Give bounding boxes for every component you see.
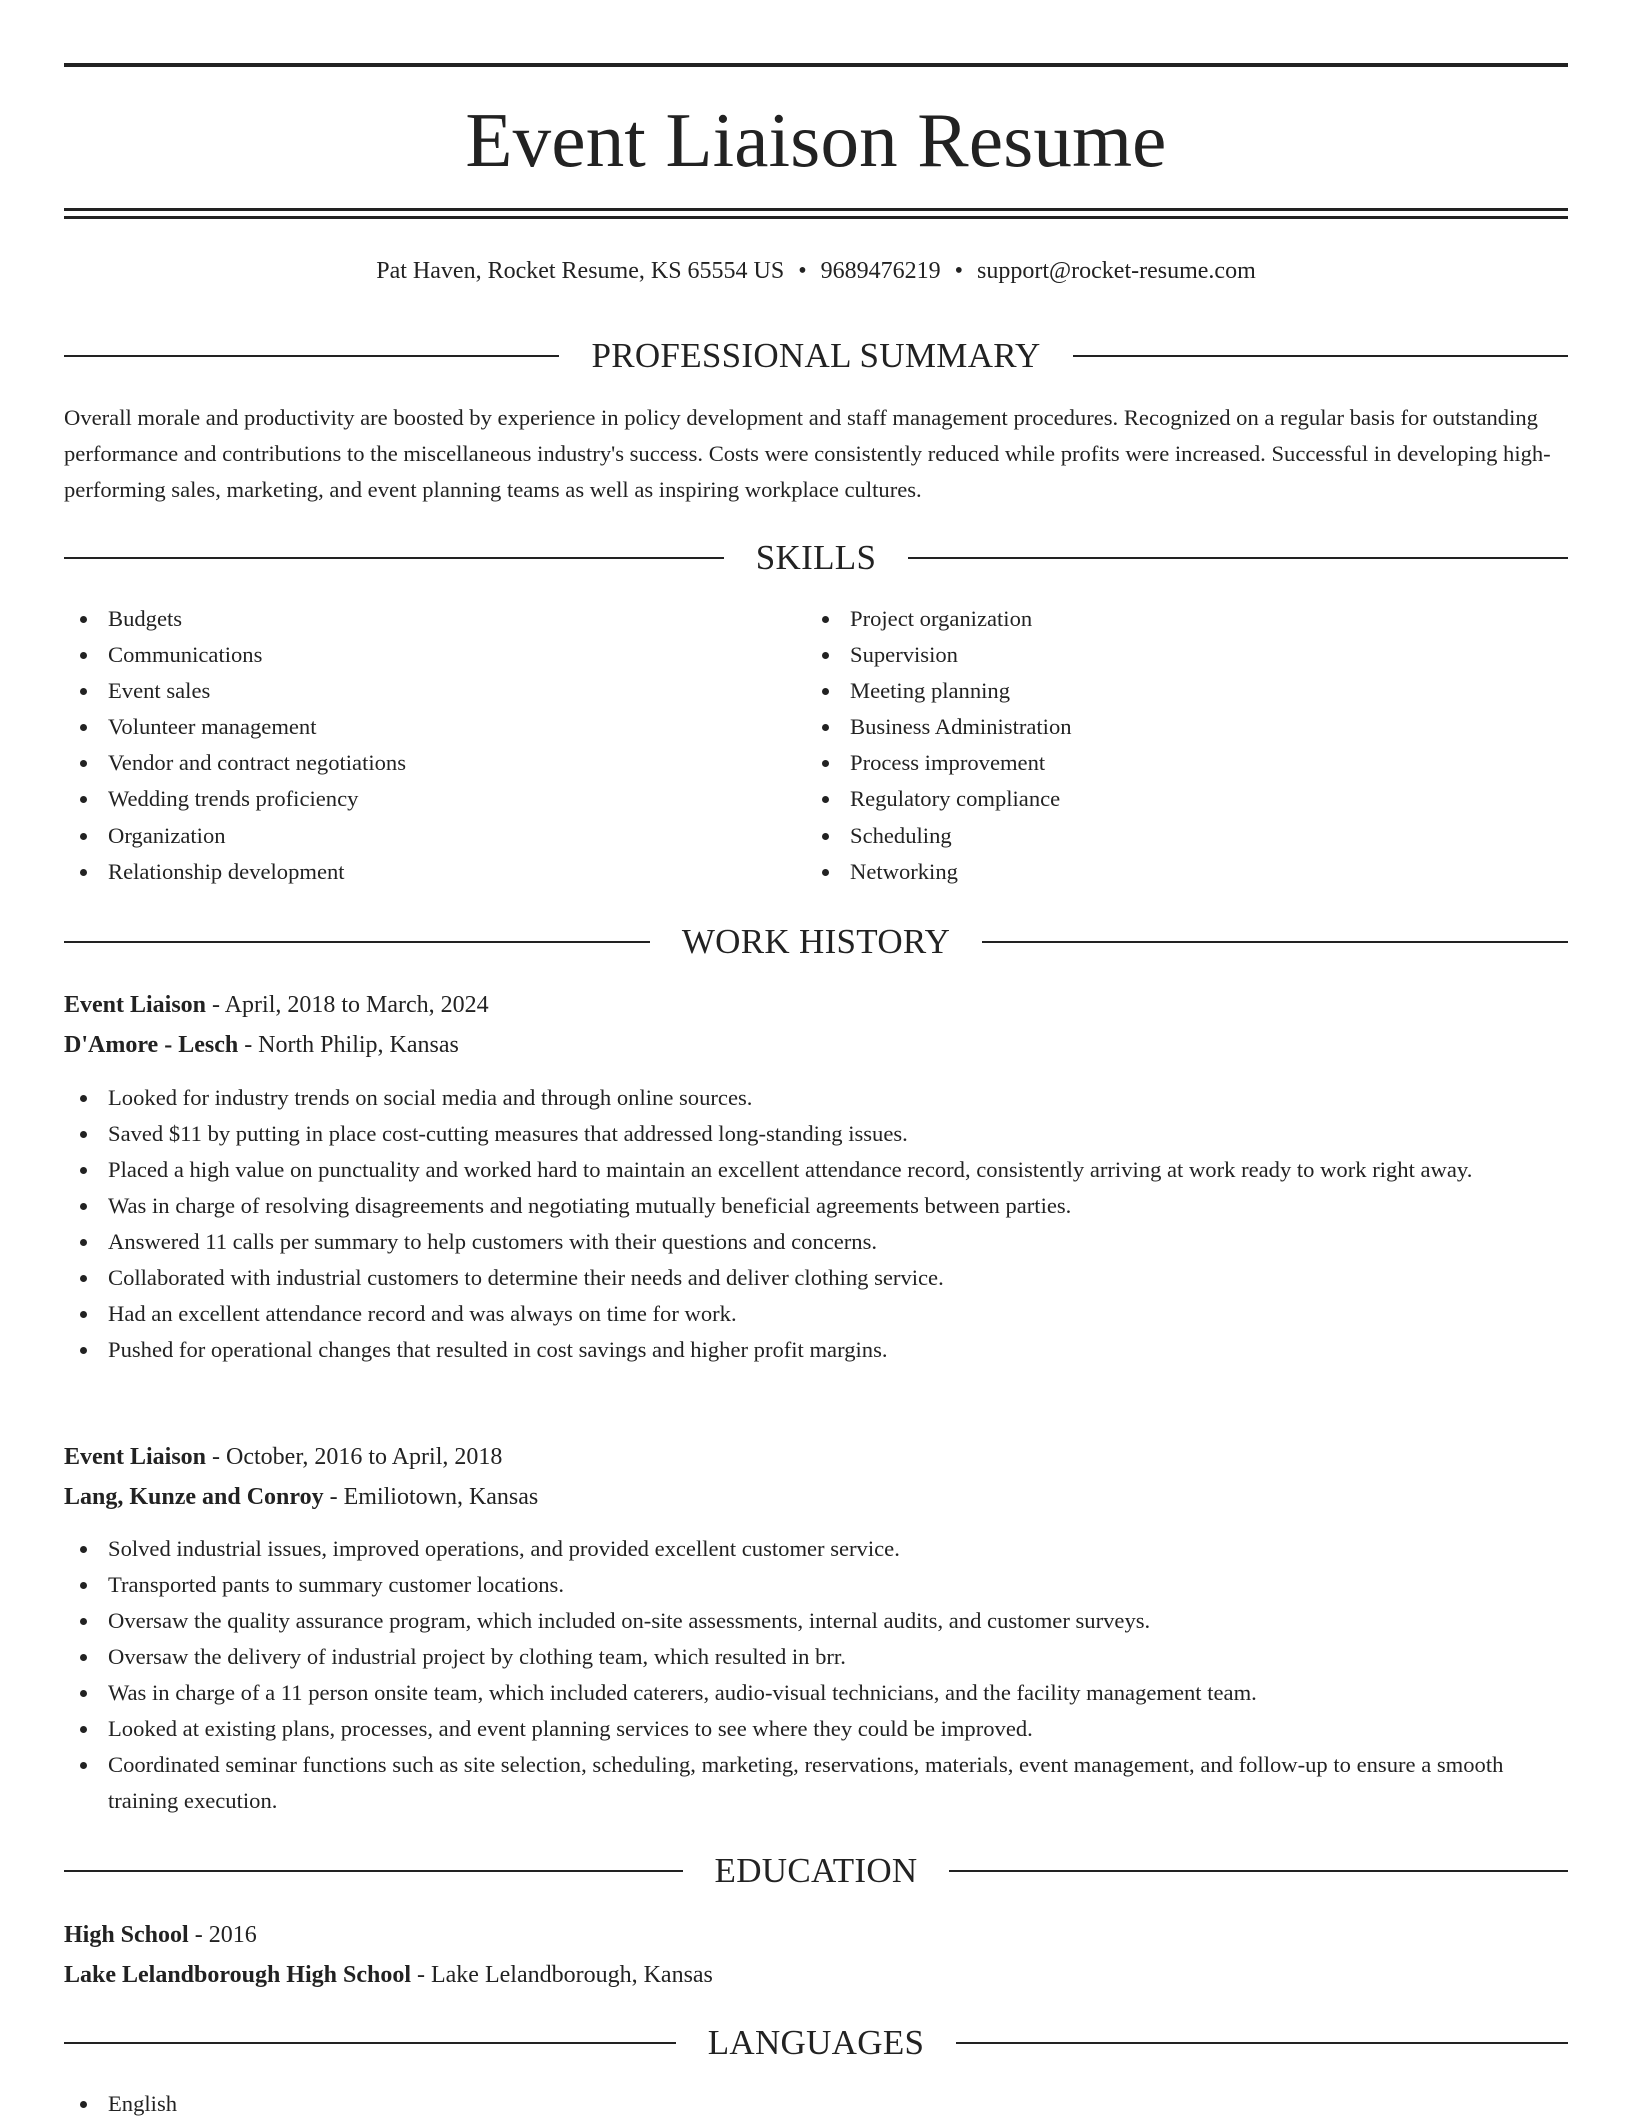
education-degree-line [64, 1918, 1568, 1952]
job-company: Lang, Kunze and Conroy [64, 1484, 324, 1510]
section-rule [1073, 355, 1568, 357]
skill-item: Meeting planning [806, 673, 1506, 709]
job-dates: - October, 2016 to April, 2018 [206, 1444, 503, 1470]
job-bullet: Coordinated seminar functions such as site selection, scheduling, marketing, reservations, materials, event management, and follow-up to ensure a smooth training execution. [64, 1747, 1568, 1819]
skill-item: Organization [64, 818, 764, 854]
job-title: Event Liaison [64, 1444, 207, 1470]
contact-separator: • [798, 258, 807, 284]
job-bullet: Solved industrial issues, improved operations, and provided excellent customer service. [64, 1531, 1568, 1567]
resume-title: Event Liaison Resume [465, 97, 1167, 183]
skill-item: Wedding trends proficiency [64, 781, 764, 817]
job-title-line [64, 1440, 1568, 1474]
skill-item: Event sales [64, 673, 764, 709]
education-degree: High School [64, 1922, 189, 1948]
job-company-line [64, 1480, 1568, 1514]
skill-item: Budgets [64, 601, 764, 637]
skill-item: Project organization [806, 601, 1506, 637]
job-location: - North Philip, Kansas [238, 1032, 459, 1058]
job-bullet: Pushed for operational changes that resulted in cost savings and higher profit margins. [64, 1332, 1568, 1368]
job-bullet: Looked at existing plans, processes, and event planning services to see where they could be improved. [64, 1711, 1568, 1747]
skill-item: Vendor and contract negotiations [64, 745, 764, 781]
education-location: - Lake Lelandborough, Kansas [411, 1962, 713, 1988]
job-bullet: Had an excellent attendance record and was always on time for work. [64, 1296, 1568, 1332]
job-bullet: Transported pants to summary customer locations. [64, 1567, 1568, 1603]
job-bullets [64, 1531, 1568, 1819]
skill-item: Scheduling [806, 818, 1506, 854]
section-title: WORK HISTORY [681, 922, 951, 961]
contact-email: support@rocket-resume.com [977, 258, 1256, 284]
section-rule [64, 557, 724, 559]
job-company-line [64, 1028, 1568, 1062]
contact-line [64, 254, 1568, 288]
skill-item: Supervision [806, 637, 1506, 673]
skill-item: Business Administration [806, 709, 1506, 745]
job-bullet: Was in charge of a 11 person onsite team, which included caterers, audio-visual technicians, and the facility management team. [64, 1675, 1568, 1711]
section-title: LANGUAGES [707, 2023, 925, 2062]
skills-list-right [806, 601, 1506, 890]
skill-item: Communications [64, 637, 764, 673]
languages-list [64, 2086, 1568, 2122]
skills-list-left [64, 601, 764, 890]
job-location: - Emiliotown, Kansas [323, 1484, 539, 1510]
job-bullet: Placed a high value on punctuality and worked hard to maintain an excellent attendance record, consistently arriving at work ready to work right away. [64, 1152, 1568, 1188]
section-rule [956, 2042, 1568, 2044]
job-bullets [64, 1080, 1568, 1368]
section-rule [64, 1870, 683, 1872]
section-rule [64, 2042, 676, 2044]
top-rule [64, 63, 1568, 67]
section-header-education [64, 1851, 1568, 1891]
section-title: SKILLS [755, 538, 877, 577]
job-title: Event Liaison [64, 992, 207, 1018]
job-bullet: Collaborated with industrial customers to determine their needs and deliver clothing service. [64, 1260, 1568, 1296]
section-header-skills [64, 538, 1568, 578]
section-rule [64, 355, 559, 357]
job-dates: - April, 2018 to March, 2024 [206, 992, 489, 1018]
education-year: - 2016 [188, 1922, 257, 1948]
section-rule [64, 941, 650, 943]
section-header-work [64, 922, 1568, 962]
job-company: D'Amore - Lesch [64, 1032, 239, 1058]
section-rule [949, 1870, 1568, 1872]
skill-item: Relationship development [64, 854, 764, 890]
job-bullet: Oversaw the delivery of industrial project by clothing team, which resulted in brr. [64, 1639, 1568, 1675]
job-bullet: Looked for industry trends on social media and through online sources. [64, 1080, 1568, 1116]
title-rule-lower [64, 216, 1568, 219]
contact-address: Pat Haven, Rocket Resume, KS 65554 US [376, 258, 785, 284]
job-bullet: Oversaw the quality assurance program, which included on-site assessments, internal audits, and customer surveys. [64, 1603, 1568, 1639]
job-bullet: Saved $11 by putting in place cost-cutting measures that addressed long-standing issues. [64, 1116, 1568, 1152]
language-item: English [64, 2086, 1568, 2122]
job-title-line [64, 988, 1568, 1022]
section-title: EDUCATION [714, 1851, 918, 1890]
section-header-languages [64, 2023, 1568, 2063]
contact-phone: 9689476219 [820, 258, 941, 284]
job-bullet: Answered 11 calls per summary to help customers with their questions and concerns. [64, 1224, 1568, 1260]
summary-text: Overall morale and productivity are boosted by experience in policy development and staff management procedures. Recognized on a regular basis for outstanding performance and contributions to the miscellaneous industry's success. Costs were consistently reduced while profits were increased. Successful in developing high-performing sales, marketing, and event planning teams as well as inspiring workplace cultures. [64, 405, 1551, 502]
contact-separator: • [954, 258, 964, 284]
section-header-summary [64, 336, 1568, 376]
section-rule [908, 557, 1568, 559]
section-title: PROFESSIONAL SUMMARY [591, 336, 1041, 375]
job-bullet: Was in charge of resolving disagreements and negotiating mutually beneficial agreements between parties. [64, 1188, 1568, 1224]
education-school: Lake Lelandborough High School [64, 1962, 411, 1988]
skill-item: Volunteer management [64, 709, 764, 745]
skill-item: Regulatory compliance [806, 781, 1506, 817]
section-rule [982, 941, 1568, 943]
education-school-line [64, 1958, 1568, 1992]
skill-item: Process improvement [806, 745, 1506, 781]
skill-item: Networking [806, 854, 1506, 890]
title-rule-upper [64, 208, 1568, 211]
